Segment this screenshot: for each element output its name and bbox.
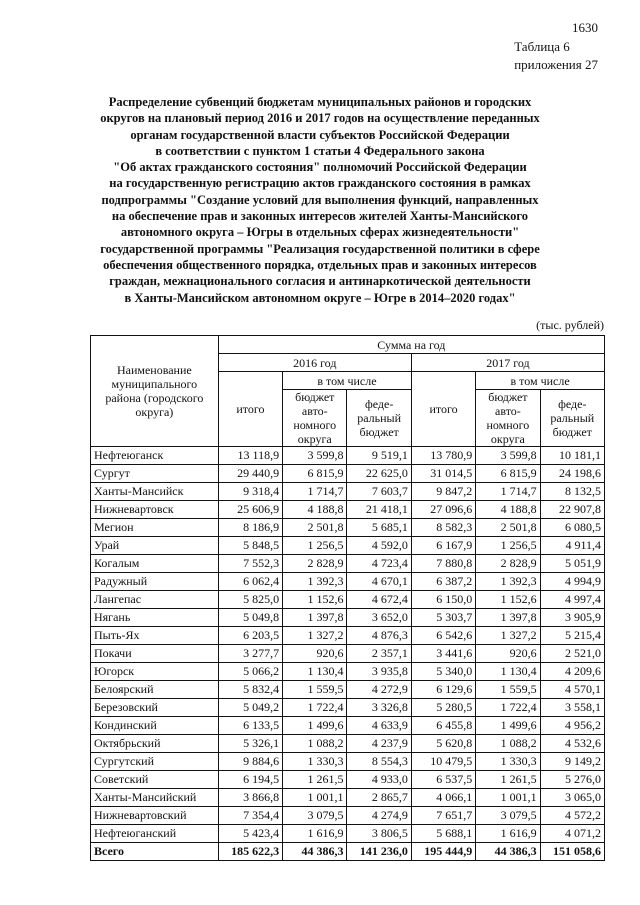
header-including-2017: в том числе: [476, 372, 605, 390]
itogo-2016-cell: 13 118,9: [218, 447, 282, 465]
district-name-cell: Когалым: [91, 555, 219, 573]
budget-ao-2017-cell: 1 397,8: [476, 609, 540, 627]
federal-2016-cell: 141 236,0: [347, 843, 411, 861]
budget-ao-2017-cell: 1 088,2: [476, 735, 540, 753]
budget-ao-2017-cell: 1 714,7: [476, 483, 540, 501]
federal-2017-cell: 4 911,4: [540, 537, 604, 555]
budget-ao-2017-cell: 1 722,4: [476, 699, 540, 717]
budget-ao-2016-cell: 1 088,2: [283, 735, 347, 753]
district-name-cell: Сургутский: [91, 753, 219, 771]
budget-ao-2016-cell: 1 722,4: [283, 699, 347, 717]
itogo-2017-cell: 7 651,7: [411, 807, 475, 825]
district-name-cell: Покачи: [91, 645, 219, 663]
table-row: [91, 627, 605, 645]
federal-2017-cell: 151 058,6: [540, 843, 604, 861]
federal-2017-cell: 22 907,8: [540, 501, 604, 519]
itogo-2017-cell: 4 066,1: [411, 789, 475, 807]
budget-ao-2016-cell: 3 079,5: [283, 807, 347, 825]
table-row: [91, 663, 605, 681]
table-row: [91, 753, 605, 771]
itogo-2016-cell: 9 318,4: [218, 483, 282, 501]
federal-2016-cell: 4 672,4: [347, 591, 411, 609]
table-row: [91, 465, 605, 483]
budget-ao-2017-cell: 920,6: [476, 645, 540, 663]
budget-ao-2017-cell: 1 256,5: [476, 537, 540, 555]
header-federal-2016: феде-ральный бюджет: [347, 390, 411, 447]
title-line: "Об актах гражданского состояния" полномочий Российской Федерации: [113, 160, 527, 175]
district-name-cell: Урай: [91, 537, 219, 555]
federal-2017-cell: 3 065,0: [540, 789, 604, 807]
budget-ao-2016-cell: 1 499,6: [283, 717, 347, 735]
itogo-2016-cell: 3 866,8: [218, 789, 282, 807]
table-row: [91, 573, 605, 591]
budget-ao-2017-cell: 1 130,4: [476, 663, 540, 681]
header-federal-2017: феде-ральный бюджет: [540, 390, 604, 447]
district-name-cell: Нефтеюганск: [91, 447, 219, 465]
federal-2016-cell: 7 603,7: [347, 483, 411, 501]
table-row: [91, 825, 605, 843]
itogo-2016-cell: 5 825,0: [218, 591, 282, 609]
budget-ao-2017-cell: 1 001,1: [476, 789, 540, 807]
budget-ao-2016-cell: 1 330,3: [283, 753, 347, 771]
federal-2016-cell: 4 274,9: [347, 807, 411, 825]
budget-ao-2017-cell: 1 152,6: [476, 591, 540, 609]
federal-2016-cell: 4 933,0: [347, 771, 411, 789]
table-row: [91, 681, 605, 699]
subvention-table: [90, 335, 605, 861]
itogo-2016-cell: 5 049,2: [218, 699, 282, 717]
district-name-cell: Кондинский: [91, 717, 219, 735]
table-row: [91, 807, 605, 825]
district-name-cell: Нижневартовский: [91, 807, 219, 825]
itogo-2017-cell: 5 620,8: [411, 735, 475, 753]
federal-2017-cell: 9 149,2: [540, 753, 604, 771]
budget-ao-2017-cell: 1 327,2: [476, 627, 540, 645]
itogo-2017-cell: 195 444,9: [411, 843, 475, 861]
table-row: [91, 555, 605, 573]
district-name-cell: Ханты-Мансийск: [91, 483, 219, 501]
header-budget-ao-2017: бюджет авто-номного округа: [476, 390, 540, 447]
budget-ao-2017-cell: 1 616,9: [476, 825, 540, 843]
itogo-2017-cell: 9 847,2: [411, 483, 475, 501]
title-line: обеспечения общественного порядка, отдельных прав и законных интересов: [103, 257, 537, 272]
federal-2017-cell: 8 132,5: [540, 483, 604, 501]
table-row: [91, 483, 605, 501]
itogo-2016-cell: 29 440,9: [218, 465, 282, 483]
district-name-cell: Белоярский: [91, 681, 219, 699]
itogo-2016-cell: 5 423,4: [218, 825, 282, 843]
federal-2017-cell: 4 532,6: [540, 735, 604, 753]
itogo-2016-cell: 5 049,8: [218, 609, 282, 627]
federal-2017-cell: 3 905,9: [540, 609, 604, 627]
federal-2017-cell: 2 521,0: [540, 645, 604, 663]
itogo-2016-cell: 5 832,4: [218, 681, 282, 699]
title-line: в соответствии с пунктом 1 статьи 4 Федерального закона: [155, 143, 485, 158]
itogo-2016-cell: 25 606,9: [218, 501, 282, 519]
federal-2016-cell: 4 670,1: [347, 573, 411, 591]
district-name-cell: Радужный: [91, 573, 219, 591]
federal-2017-cell: 10 181,1: [540, 447, 604, 465]
federal-2017-cell: 4 570,1: [540, 681, 604, 699]
federal-2016-cell: 4 876,3: [347, 627, 411, 645]
budget-ao-2017-cell: 1 559,5: [476, 681, 540, 699]
district-name-cell: Нефтеюганский: [91, 825, 219, 843]
table-row: [91, 609, 605, 627]
federal-2016-cell: 8 554,3: [347, 753, 411, 771]
budget-ao-2016-cell: 1 616,9: [283, 825, 347, 843]
itogo-2017-cell: 3 441,6: [411, 645, 475, 663]
district-name-cell: Советский: [91, 771, 219, 789]
itogo-2016-cell: 5 066,2: [218, 663, 282, 681]
federal-2017-cell: 4 956,2: [540, 717, 604, 735]
budget-ao-2016-cell: 2 501,8: [283, 519, 347, 537]
federal-2016-cell: 4 633,9: [347, 717, 411, 735]
itogo-2017-cell: 6 150,0: [411, 591, 475, 609]
district-name-cell: Березовский: [91, 699, 219, 717]
itogo-2017-cell: 6 455,8: [411, 717, 475, 735]
budget-ao-2016-cell: 1 152,6: [283, 591, 347, 609]
itogo-2017-cell: 8 582,3: [411, 519, 475, 537]
budget-ao-2017-cell: 3 599,8: [476, 447, 540, 465]
budget-ao-2016-cell: 920,6: [283, 645, 347, 663]
federal-2016-cell: 3 935,8: [347, 663, 411, 681]
budget-ao-2016-cell: 1 256,5: [283, 537, 347, 555]
header-year-2017: 2017 год: [411, 354, 604, 372]
table-row: [91, 501, 605, 519]
budget-ao-2017-cell: 6 815,9: [476, 465, 540, 483]
header-sum-per-year: Сумма на год: [218, 336, 604, 354]
itogo-2017-cell: 27 096,6: [411, 501, 475, 519]
table-row: [91, 699, 605, 717]
document-title: [70, 94, 570, 306]
itogo-2016-cell: 3 277,7: [218, 645, 282, 663]
title-line: Распределение субвенций бюджетам муниципальных районов и городских: [108, 95, 532, 109]
federal-2017-cell: 4 071,2: [540, 825, 604, 843]
itogo-2016-cell: 6 062,4: [218, 573, 282, 591]
itogo-2017-cell: 10 479,5: [411, 753, 475, 771]
budget-ao-2016-cell: 44 386,3: [283, 843, 347, 861]
federal-2017-cell: 24 198,6: [540, 465, 604, 483]
federal-2016-cell: 4 592,0: [347, 537, 411, 555]
federal-2017-cell: 4 997,4: [540, 591, 604, 609]
district-name-cell: Нижневартовск: [91, 501, 219, 519]
budget-ao-2016-cell: 1 130,4: [283, 663, 347, 681]
district-name-cell: Югорск: [91, 663, 219, 681]
budget-ao-2016-cell: 1 559,5: [283, 681, 347, 699]
federal-2016-cell: 2 865,7: [347, 789, 411, 807]
total-row: [91, 843, 605, 861]
title-line: автономного округа – Югры в отдельных сферах жизнедеятельности": [120, 225, 520, 240]
title-line: на государственную регистрацию актов гражданского состояния в рамках: [109, 176, 531, 191]
budget-ao-2016-cell: 6 815,9: [283, 465, 347, 483]
district-name-cell: Ханты-Мансийский: [91, 789, 219, 807]
page-number: 1630: [572, 20, 598, 35]
table-row: [91, 771, 605, 789]
budget-ao-2016-cell: 1 261,5: [283, 771, 347, 789]
federal-2016-cell: 3 806,5: [347, 825, 411, 843]
federal-2016-cell: 22 625,0: [347, 465, 411, 483]
header-budget-ao-2016: бюджет авто-номного округа: [283, 390, 347, 447]
table-row: [91, 537, 605, 555]
table-reference: [514, 38, 598, 74]
federal-2017-cell: 3 558,1: [540, 699, 604, 717]
title-line: органам государственной власти субъектов Российской Федерации: [130, 127, 510, 142]
itogo-2016-cell: 6 203,5: [218, 627, 282, 645]
budget-ao-2016-cell: 4 188,8: [283, 501, 347, 519]
title-line: на обеспечение прав и законных интересов жителей Ханты-Мансийского: [111, 209, 529, 224]
federal-2016-cell: 5 685,1: [347, 519, 411, 537]
itogo-2017-cell: 6 167,9: [411, 537, 475, 555]
district-name-cell: Сургут: [91, 465, 219, 483]
table-row: [91, 735, 605, 753]
federal-2016-cell: 4 272,9: [347, 681, 411, 699]
table-row: [91, 645, 605, 663]
itogo-2017-cell: 5 340,0: [411, 663, 475, 681]
itogo-2017-cell: 7 880,8: [411, 555, 475, 573]
federal-2017-cell: 4 572,2: [540, 807, 604, 825]
district-name-cell: Лангепас: [91, 591, 219, 609]
title-line: округов на плановый период 2016 и 2017 годов на осуществление переданных: [100, 111, 540, 126]
itogo-2017-cell: 6 129,6: [411, 681, 475, 699]
table-row: [91, 789, 605, 807]
budget-ao-2016-cell: 1 392,3: [283, 573, 347, 591]
budget-ao-2017-cell: 2 501,8: [476, 519, 540, 537]
federal-2016-cell: 9 519,1: [347, 447, 411, 465]
itogo-2017-cell: 5 688,1: [411, 825, 475, 843]
budget-ao-2017-cell: 2 828,9: [476, 555, 540, 573]
federal-2017-cell: 5 276,0: [540, 771, 604, 789]
budget-ao-2017-cell: 44 386,3: [476, 843, 540, 861]
itogo-2016-cell: 5 848,5: [218, 537, 282, 555]
itogo-2017-cell: 5 303,7: [411, 609, 475, 627]
federal-2017-cell: 4 209,6: [540, 663, 604, 681]
table-body: [91, 447, 605, 861]
federal-2017-cell: 6 080,5: [540, 519, 604, 537]
title-line: в Ханты-Мансийском автономном округе – Югре в 2014–2020 годах": [124, 290, 516, 305]
itogo-2017-cell: 6 537,5: [411, 771, 475, 789]
header-year-2016: 2016 год: [218, 354, 411, 372]
itogo-2016-cell: 7 354,4: [218, 807, 282, 825]
budget-ao-2016-cell: 2 828,9: [283, 555, 347, 573]
header-itogo-2017: итого: [411, 372, 475, 447]
itogo-2016-cell: 8 186,9: [218, 519, 282, 537]
itogo-2017-cell: 6 542,6: [411, 627, 475, 645]
itogo-2016-cell: 6 133,5: [218, 717, 282, 735]
budget-ao-2017-cell: 1 499,6: [476, 717, 540, 735]
district-name-cell: Октябрьский: [91, 735, 219, 753]
district-name-cell: Всего: [91, 843, 219, 861]
federal-2017-cell: 5 051,9: [540, 555, 604, 573]
budget-ao-2016-cell: 3 599,8: [283, 447, 347, 465]
itogo-2017-cell: 5 280,5: [411, 699, 475, 717]
header-including-2016: в том числе: [283, 372, 412, 390]
district-name-cell: Мегион: [91, 519, 219, 537]
appendix-label: приложения 27: [514, 57, 598, 72]
itogo-2017-cell: 13 780,9: [411, 447, 475, 465]
itogo-2017-cell: 31 014,5: [411, 465, 475, 483]
budget-ao-2016-cell: 1 001,1: [283, 789, 347, 807]
title-line: подпрограммы "Создание условий для выполнения функций, направленных: [101, 192, 539, 207]
table-row: [91, 717, 605, 735]
federal-2016-cell: 3 326,8: [347, 699, 411, 717]
header-itogo-2016: итого: [218, 372, 282, 447]
table-label: Таблица 6: [514, 39, 570, 54]
budget-ao-2016-cell: 1 397,8: [283, 609, 347, 627]
budget-ao-2017-cell: 3 079,5: [476, 807, 540, 825]
budget-ao-2017-cell: 1 261,5: [476, 771, 540, 789]
itogo-2016-cell: 6 194,5: [218, 771, 282, 789]
budget-ao-2016-cell: 1 714,7: [283, 483, 347, 501]
district-name-cell: Пыть-Ях: [91, 627, 219, 645]
title-line: граждан, межнационального согласия и антинаркотической деятельности: [109, 274, 531, 289]
units-label: (тыс. рублей): [536, 318, 604, 332]
budget-ao-2017-cell: 1 330,3: [476, 753, 540, 771]
itogo-2016-cell: 5 326,1: [218, 735, 282, 753]
federal-2016-cell: 3 652,0: [347, 609, 411, 627]
budget-ao-2017-cell: 1 392,3: [476, 573, 540, 591]
federal-2016-cell: 2 357,1: [347, 645, 411, 663]
header-name-column: Наименование муниципального района (городского округа): [91, 336, 219, 447]
table-row: [91, 591, 605, 609]
itogo-2016-cell: 9 884,6: [218, 753, 282, 771]
federal-2016-cell: 4 723,4: [347, 555, 411, 573]
itogo-2016-cell: 185 622,3: [218, 843, 282, 861]
table-row: [91, 447, 605, 465]
title-line: государственной программы "Реализация государственной политики в сфере: [100, 241, 540, 256]
table-row: [91, 519, 605, 537]
itogo-2017-cell: 6 387,2: [411, 573, 475, 591]
federal-2016-cell: 4 237,9: [347, 735, 411, 753]
budget-ao-2017-cell: 4 188,8: [476, 501, 540, 519]
itogo-2016-cell: 7 552,3: [218, 555, 282, 573]
district-name-cell: Нягань: [91, 609, 219, 627]
federal-2016-cell: 21 418,1: [347, 501, 411, 519]
budget-ao-2016-cell: 1 327,2: [283, 627, 347, 645]
federal-2017-cell: 5 215,4: [540, 627, 604, 645]
federal-2017-cell: 4 994,9: [540, 573, 604, 591]
